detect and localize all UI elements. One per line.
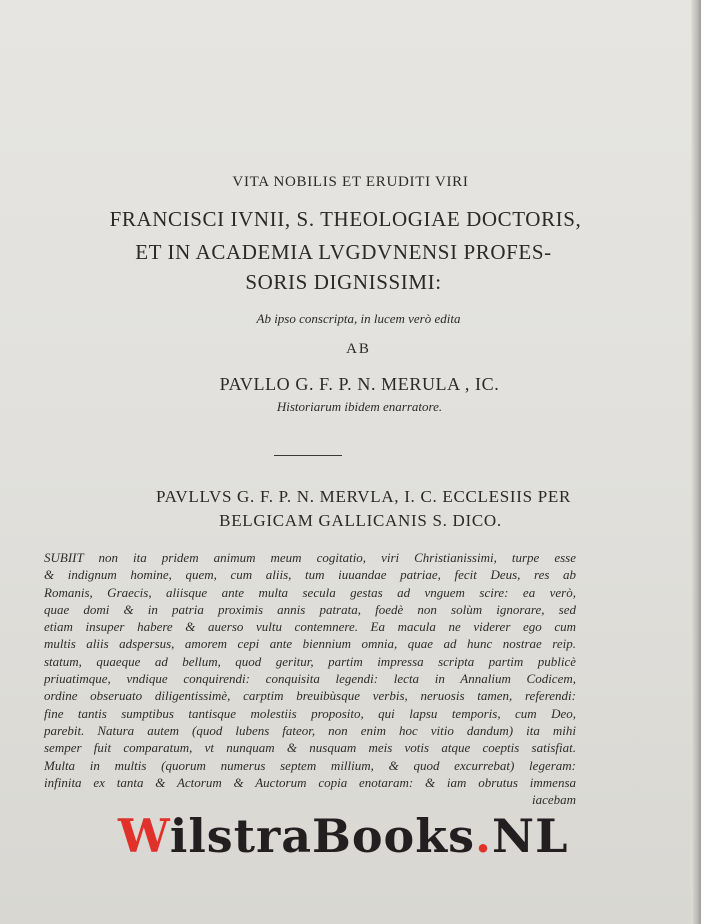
- body-line: ordine obseruato diligentissimè, carptim breuibùsque verbis, neruosis tamen, referendi:: [44, 688, 576, 704]
- page-edge-shadow: [691, 0, 701, 924]
- catchword: iacebam: [531, 792, 576, 808]
- watermark-dot: .: [475, 809, 493, 863]
- body-line: & indignum homine, quem, cum aliis, tum iuuandae patriae, fecit Deus, res ab: [44, 567, 576, 583]
- ab-line: AB: [346, 341, 371, 357]
- body-line: Multa in multis (quorum numerus septem millium, & quod excurrebat) legeram:: [44, 757, 576, 773]
- body-line: fine tantis sumptibus tantisque molestiis proposito, qui lapsu temporis, cum Deo,: [44, 705, 576, 721]
- body-text: [44, 549, 576, 808]
- watermark-text-ilstrabooks: ilstraBooks: [169, 809, 476, 863]
- body-line: SUBIIT non ita pridem animum meum cogitatio, viri Christianissimi, turpe esse: [44, 550, 576, 565]
- body-line: multis aliis adspersus, amorem cepi ante biennium omnia, quae ad hunc nostrae reip.: [44, 636, 576, 652]
- watermark-logo: [118, 806, 578, 866]
- body-line: Romanis, Graecis, aliisque ante multa secula gestas ad vnguem scire: ea verò,: [44, 584, 576, 600]
- vita-line: VITA NOBILIS ET ERUDITI VIRI: [232, 174, 469, 190]
- body-line: quae domi & in patria proximis annis patrata, foedè non solùm ignorare, sed: [44, 601, 576, 617]
- title-line-2: ET IN ACADEMIA LVGDVNENSI PROFES-: [135, 240, 552, 264]
- body-line: priuatimque, vndique conquirendi: conquisita legendi: lecta in Annalium Codicem,: [44, 671, 576, 687]
- watermark-letter-w: W: [118, 809, 170, 863]
- body-line: semper fuit comparatum, vt nunquam & nusquam meis votis atque coeptis satisfiat.: [44, 740, 576, 756]
- watermark-text-nl: NL: [492, 809, 569, 863]
- author-role: Historiarum ibidem enarratore.: [276, 399, 443, 414]
- title-line-1: FRANCISCI IVNII, S. THEOLOGIAE DOCTORIS,: [109, 207, 582, 231]
- divider-rule: [274, 455, 342, 456]
- body-line: etiam insuper habere & auerso vultu contemnere. Ea macula ne viderer ego cum: [44, 619, 576, 635]
- body-line: statum, quaeque ad bellum, quod geritur, partim impressa scripta partim publicè: [44, 653, 576, 669]
- subtitle: Ab ipso conscripta, in lucem verò edita: [256, 311, 461, 326]
- title-line-3: SORIS DIGNISSIMI:: [245, 270, 442, 294]
- body-line: infinita ex tanta & Actorum & Auctorum copia enotaram: & iam obrutus immensa: [44, 774, 576, 790]
- dedication-heading-line-2: BELGICAM GALLICANIS S. DICO.: [219, 511, 502, 530]
- dedication-heading-line-1: PAVLLVS G. F. P. N. MERVLA, I. C. ECCLESIIS PER: [156, 487, 571, 506]
- author-name: PAVLLO G. F. P. N. MERULA , IC.: [219, 374, 500, 394]
- body-line: parebit. Natura autem (quod lubens fateor, non enim hoc vitio dandum) ita mihi: [44, 722, 576, 738]
